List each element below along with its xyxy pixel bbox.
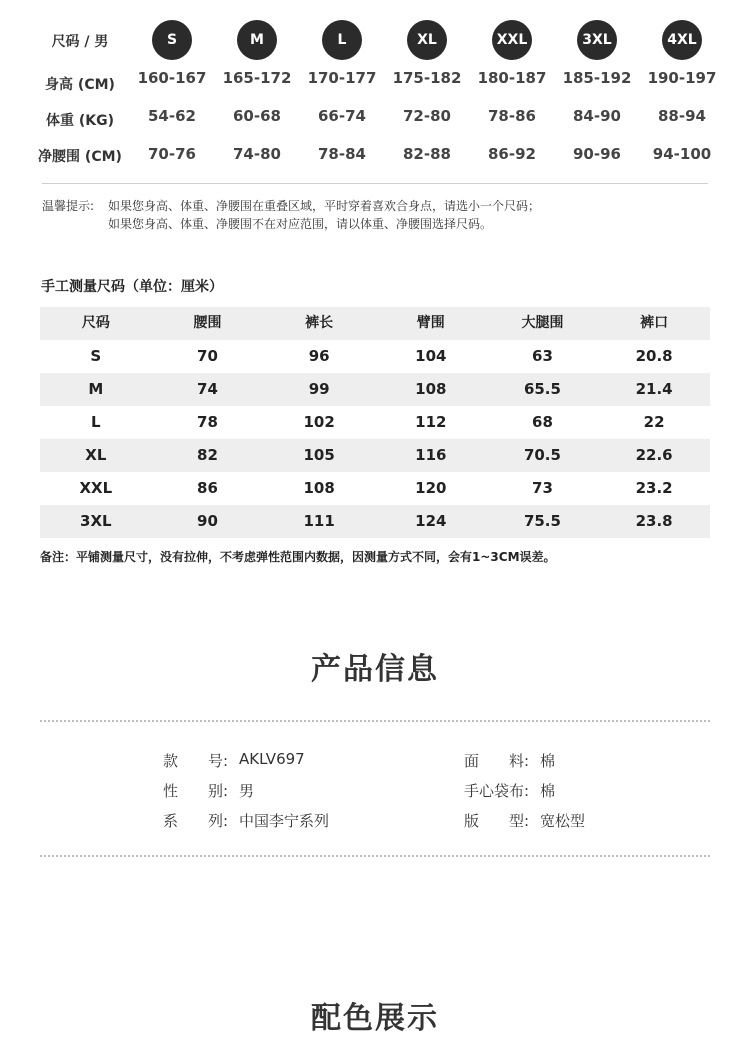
height-4xl: 190-197 — [647, 69, 717, 87]
weight-s: 54-62 — [148, 107, 196, 125]
row-label-weight: 体重 (KG) — [45, 113, 114, 129]
size-badge-l: L — [322, 20, 362, 60]
table-row — [40, 406, 710, 439]
table-cell: 105 — [303, 446, 335, 464]
table-row — [40, 373, 710, 406]
height-l: 170-177 — [307, 69, 377, 87]
table-header-cell: 大腿围 — [521, 315, 564, 331]
table-cell: 82 — [197, 446, 218, 464]
table-cell: 73 — [532, 479, 553, 497]
table-cell: 108 — [303, 479, 335, 497]
table-cell: 21.4 — [635, 380, 673, 398]
weight-4xl: 88-94 — [658, 107, 706, 125]
info-label-gender: 性 别: — [163, 782, 229, 800]
table-cell: 74 — [197, 380, 218, 398]
table-cell: 70 — [197, 347, 218, 365]
size-chart-divider — [42, 183, 708, 184]
color-display-title: 配色展示 — [311, 1001, 439, 1036]
table-cell: 96 — [308, 347, 330, 365]
table-cell: 90 — [197, 512, 218, 530]
table-cell: 78 — [197, 413, 218, 431]
info-value-pocket-lining: 棉 — [540, 782, 556, 800]
waist-3xl: 90-96 — [573, 145, 621, 163]
table-header-cell: 尺码 — [81, 315, 110, 331]
info-value-gender: 男 — [239, 782, 255, 800]
table-header-cell: 腰围 — [193, 315, 222, 331]
table-row — [40, 340, 710, 373]
info-label-fabric: 面 料: — [464, 752, 530, 770]
waist-m: 74-80 — [233, 145, 281, 163]
table-cell: 86 — [197, 479, 218, 497]
table-cell: S — [90, 347, 102, 365]
info-value-series: 中国李宁系列 — [239, 812, 330, 830]
size-chart — [0, 0, 750, 180]
measurement-note: 备注：平铺测量尺寸，没有拉伸，不考虑弹性范围内数据，因测量方式不同，会有1~3CM误差。 — [40, 550, 556, 564]
table-cell: 22.6 — [635, 446, 673, 464]
tip-line-2: 如果您身高、体重、净腰围不在对应范围，请以体重、净腰围选择尺码。 — [108, 217, 493, 231]
table-cell: L — [91, 413, 101, 431]
table-row — [40, 439, 710, 472]
height-xl: 175-182 — [392, 69, 462, 87]
table-cell: 23.2 — [635, 479, 673, 497]
table-cell: 68 — [532, 413, 553, 431]
table-header-cell: 裤长 — [305, 315, 334, 331]
info-value-fabric: 棉 — [540, 752, 556, 770]
table-row — [40, 505, 710, 538]
info-label-fit: 版 型: — [464, 812, 530, 830]
info-label-series: 系 列: — [163, 812, 229, 830]
height-xxl: 180-187 — [477, 69, 547, 87]
size-badge-4xl: 4XL — [662, 20, 702, 60]
weight-3xl: 84-90 — [573, 107, 621, 125]
product-info-top-divider — [40, 720, 710, 722]
weight-xl: 72-80 — [403, 107, 451, 125]
table-cell: M — [88, 380, 104, 398]
info-value-fit: 宽松型 — [540, 812, 586, 830]
waist-s: 70-76 — [148, 145, 196, 163]
table-cell: 102 — [303, 413, 335, 431]
info-value-style-no: AKLV697 — [239, 750, 305, 768]
weight-l: 66-74 — [318, 107, 366, 125]
table-cell: 63 — [532, 347, 553, 365]
table-cell: 3XL — [80, 512, 112, 530]
size-badge-xxl: XXL — [492, 20, 532, 60]
table-cell: XL — [85, 446, 107, 464]
table-cell: 104 — [415, 347, 447, 365]
table-cell: 23.8 — [635, 512, 673, 530]
size-badge-3xl: 3XL — [577, 20, 617, 60]
table-cell: 112 — [415, 413, 447, 431]
table-cell: 99 — [308, 380, 330, 398]
waist-l: 78-84 — [318, 145, 366, 163]
table-cell: XXL — [79, 479, 113, 497]
product-info-title: 产品信息 — [311, 652, 439, 687]
table-cell: 124 — [415, 512, 447, 530]
waist-4xl: 94-100 — [652, 145, 712, 163]
weight-m: 60-68 — [233, 107, 281, 125]
tip-line-1: 如果您身高、体重、净腰围在重叠区域，平时穿着喜欢合身点，请选小一个尺码； — [108, 199, 541, 213]
table-cell: 65.5 — [523, 380, 561, 398]
size-badge-xl: XL — [407, 20, 447, 60]
table-cell: 75.5 — [523, 512, 561, 530]
table-cell: 116 — [415, 446, 447, 464]
size-header-label: 尺码 / 男 — [51, 34, 109, 50]
measurement-title: 手工测量尺码（单位：厘米） — [41, 279, 223, 295]
size-badge-s: S — [152, 20, 192, 60]
table-row — [40, 472, 710, 505]
height-s: 160-167 — [137, 69, 207, 87]
size-badge-m: M — [237, 20, 277, 60]
table-header-row — [40, 307, 710, 340]
info-label-pocket-lining: 手心袋布: — [464, 782, 530, 800]
measurement-table — [40, 307, 710, 538]
weight-xxl: 78-86 — [488, 107, 536, 125]
product-info-bottom-divider — [40, 855, 710, 857]
waist-xxl: 86-92 — [488, 145, 536, 163]
table-cell: 22 — [643, 413, 665, 431]
height-m: 165-172 — [222, 69, 292, 87]
table-cell: 70.5 — [523, 446, 561, 464]
table-cell: 120 — [415, 479, 447, 497]
table-cell: 111 — [303, 512, 335, 530]
table-cell: 108 — [415, 380, 447, 398]
waist-xl: 82-88 — [403, 145, 451, 163]
table-header-cell: 裤口 — [640, 315, 669, 331]
table-cell: 20.8 — [635, 347, 673, 365]
row-label-waist: 净腰围 (CM) — [38, 149, 122, 165]
height-3xl: 185-192 — [562, 69, 632, 87]
info-label-style-no: 款 号: — [163, 752, 229, 770]
tip-label: 温馨提示: — [42, 199, 95, 213]
table-header-cell: 臂围 — [416, 315, 445, 331]
row-label-height: 身高 (CM) — [45, 77, 115, 93]
